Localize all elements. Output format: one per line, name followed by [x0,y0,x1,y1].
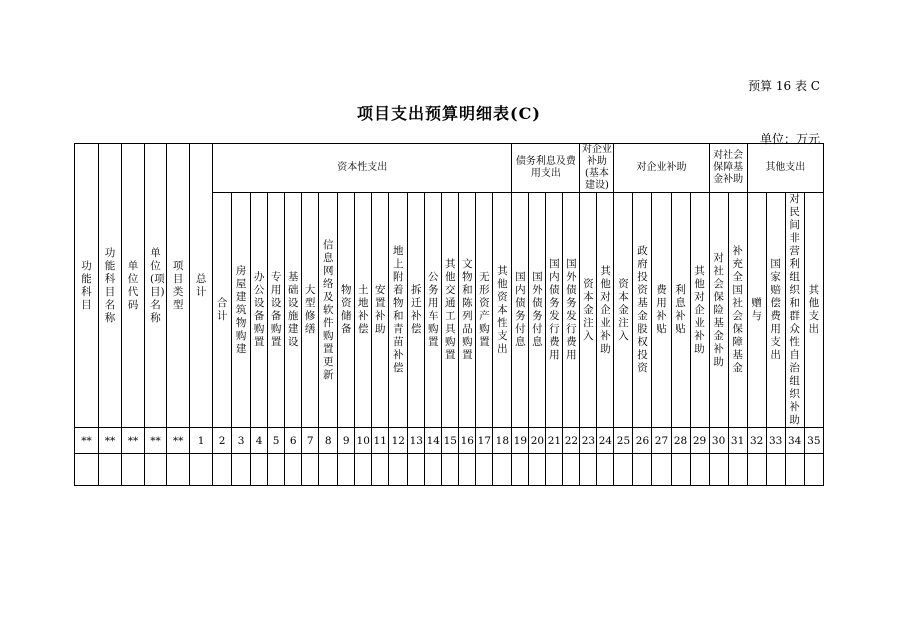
sub-header-cell: 国外债务付息 [532,271,543,348]
index-cell: 9 [338,428,355,454]
index-cell: 16 [459,428,476,454]
header-cell: 单位代码 [127,259,139,311]
sub-header-cell: 安置补助 [374,284,386,335]
index-cell: 25 [614,428,633,454]
index-cell: 21 [546,428,563,454]
data-cell[interactable] [442,454,459,486]
group-header: 对企业补助(基本建设) [580,144,614,193]
index-cell: 19 [512,428,529,454]
index-cell: ** [167,428,190,454]
group-header-row [75,144,824,193]
data-cell[interactable] [580,454,597,486]
index-cell: 17 [476,428,493,454]
data-cell[interactable] [389,454,408,486]
index-cell: 30 [709,428,728,454]
data-cell[interactable] [425,454,442,486]
group-header: 其他支出 [747,144,823,193]
data-cell[interactable] [709,454,728,486]
index-cell: ** [75,428,99,454]
index-row [75,428,824,454]
index-cell: 7 [302,428,319,454]
sub-header-cell: 基础设施建设 [287,271,299,348]
index-cell: 23 [580,428,597,454]
header-cell: 功能科目名称 [104,246,116,324]
sub-header-cell: 其他支出 [808,284,820,335]
sub-header-cell: 地上附着物和青苗补偿 [393,245,404,374]
data-cell[interactable] [597,454,614,486]
group-header: 债务利息及费用支出 [512,144,580,193]
index-cell: 33 [766,428,785,454]
data-cell[interactable] [122,454,145,486]
sub-header-cell: 房屋建筑物购建 [235,264,247,355]
data-cell[interactable] [190,454,213,486]
sub-header-cell: 无形资产购置 [479,271,490,348]
sub-header-cell: 合计 [216,297,228,322]
sub-header-cell: 费用补贴 [656,284,667,335]
sub-header-cell: 国内债务发行费用 [549,258,560,361]
sub-header-cell: 专用设备购置 [270,271,282,348]
index-cell: 13 [408,428,425,454]
data-cell[interactable] [338,454,355,486]
data-cell[interactable] [319,454,338,486]
sub-header-cell: 政府投资基金股权投资 [637,245,648,374]
sub-header-cell: 国内债务付息 [515,271,526,348]
group-header: 对社会保障基金补助 [709,144,747,193]
index-cell: 18 [493,428,512,454]
data-cell[interactable] [690,454,709,486]
sub-header-cell: 赠与 [751,297,762,322]
index-cell: 8 [319,428,338,454]
form-number: 预算 16 表 C [748,79,820,93]
data-cell[interactable] [99,454,122,486]
data-cell[interactable] [372,454,389,486]
data-cell[interactable] [75,454,99,486]
index-cell: 35 [804,428,823,454]
sub-header-cell: 大型修缮 [304,284,316,335]
data-cell[interactable] [251,454,268,486]
sub-header-cell: 公务用车购置 [428,271,439,348]
data-cell[interactable] [633,454,652,486]
group-header: 资本性支出 [213,144,512,193]
index-cell: 27 [652,428,671,454]
header-cell: 功能科目 [81,259,92,311]
data-cell[interactable] [459,454,476,486]
index-cell: ** [99,428,122,454]
data-cell[interactable] [652,454,671,486]
sub-header-cell: 其他对企业补助 [600,264,611,355]
index-cell: 28 [671,428,690,454]
empty-data-row [75,454,824,486]
index-cell: 15 [442,428,459,454]
sub-header-cell: 其他资本性支出 [497,264,508,355]
data-cell[interactable] [167,454,190,486]
index-cell: 2 [213,428,232,454]
budget-table [74,143,824,486]
data-cell[interactable] [355,454,372,486]
data-cell[interactable] [408,454,425,486]
index-cell: 6 [285,428,302,454]
page-title: 项目支出预算明细表(C) [357,104,541,123]
index-cell: ** [122,428,145,454]
data-cell[interactable] [804,454,823,486]
data-cell[interactable] [213,454,232,486]
data-cell[interactable] [671,454,690,486]
data-cell[interactable] [232,454,251,486]
index-cell: 3 [232,428,251,454]
data-cell[interactable] [493,454,512,486]
sub-header-cell: 信息网络及软件购置更新 [322,238,334,381]
sub-header-cell: 对民间非营利组织和群众性自治组织补助 [789,193,800,426]
data-cell[interactable] [747,454,766,486]
index-cell: 29 [690,428,709,454]
sub-header-cell: 土地补偿 [357,284,369,335]
index-cell: 10 [355,428,372,454]
index-cell: 11 [372,428,389,454]
data-cell[interactable] [145,454,167,486]
header-cell: 单位(项目)名称 [150,246,165,324]
index-cell: 24 [597,428,614,454]
index-cell: 4 [251,428,268,454]
sub-header-cell: 国外债务发行费用 [566,258,577,361]
index-cell: 1 [190,428,213,454]
sub-header-cell: 资本金注入 [618,277,629,342]
sub-header-cell: 其他交通工具购置 [445,258,456,361]
data-cell[interactable] [512,454,529,486]
sub-header-cell: 其他对企业补助 [694,264,705,355]
data-cell[interactable] [614,454,633,486]
sub-header-cell: 资本金注入 [583,277,594,342]
data-cell[interactable] [302,454,319,486]
index-cell: 32 [747,428,766,454]
data-cell[interactable] [546,454,563,486]
data-cell[interactable] [563,454,580,486]
index-cell: 20 [529,428,546,454]
data-cell[interactable] [529,454,546,486]
index-cell: 14 [425,428,442,454]
group-header: 对企业补助 [614,144,709,193]
sub-header-cell: 物资储备 [340,284,352,335]
sub-header-cell: 文物和陈列品购置 [462,258,473,361]
index-cell: ** [145,428,167,454]
index-cell: 22 [563,428,580,454]
sub-header-cell: 对社会保险基金补助 [713,251,724,368]
data-cell[interactable] [476,454,493,486]
unit-label: 单位：万元 [759,132,820,146]
data-cell[interactable] [785,454,804,486]
data-cell[interactable] [766,454,785,486]
data-cell[interactable] [728,454,747,486]
sub-header-cell: 补充全国社会保障基金 [732,245,743,374]
index-cell: 5 [268,428,285,454]
header-cell: 总计 [195,272,207,298]
index-cell: 31 [728,428,747,454]
index-cell: 12 [389,428,408,454]
sub-header-cell: 拆迁补偿 [411,284,422,335]
data-cell[interactable] [268,454,285,486]
index-cell: 34 [785,428,804,454]
index-cell: 26 [633,428,652,454]
sub-header-cell: 利息补贴 [675,284,686,335]
sub-header-cell: 办公设备购置 [253,271,265,348]
data-cell[interactable] [285,454,302,486]
sub-header-cell: 国家赔偿费用支出 [770,258,781,361]
header-cell: 项目类型 [172,259,184,311]
